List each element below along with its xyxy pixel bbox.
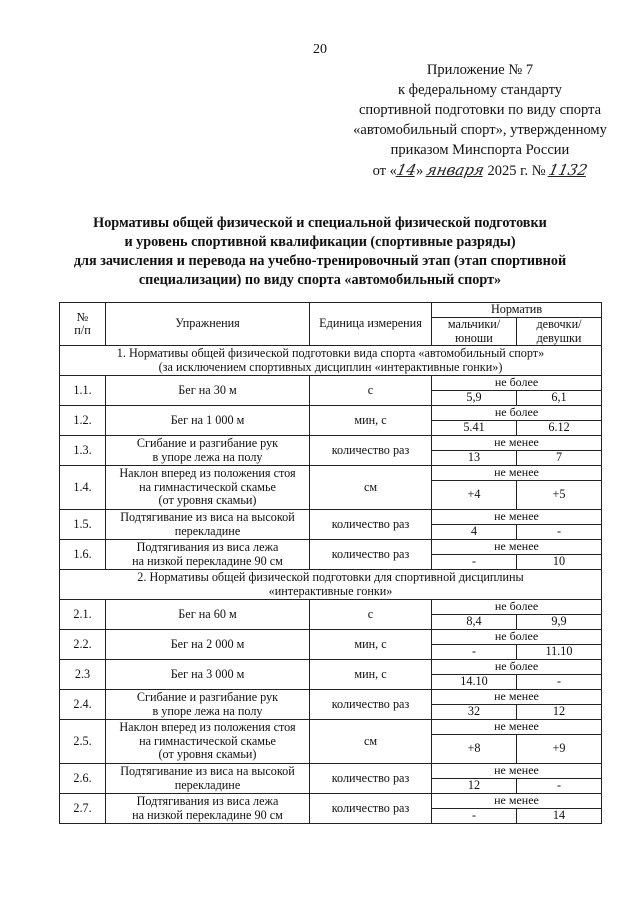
table-row: [60, 376, 602, 391]
table-row: [60, 540, 602, 555]
row-value-boys: 4: [432, 525, 517, 540]
row-value-boys: 32: [432, 705, 517, 720]
row-value-boys: 14.10: [432, 675, 517, 690]
row-qualifier: не менее: [432, 510, 602, 525]
exercise-line: на гимнастической скамье: [139, 733, 276, 748]
section-title-text: 2. Нормативы общей физической подготовки для спортивной дисциплины: [137, 570, 524, 584]
row-unit: количество раз: [310, 764, 432, 794]
exercise-line: на гимнастической скамье: [139, 479, 276, 494]
row-unit: количество раз: [310, 510, 432, 540]
row-value-boys: 5.41: [432, 421, 517, 436]
table-row: [60, 600, 602, 615]
exercise-line: в упоре лежа на полу: [152, 703, 263, 718]
header-girls-text: девочки/: [536, 317, 582, 331]
row-exercise: [106, 600, 310, 630]
row-value-boys: +4: [432, 481, 517, 510]
appendix-line: спортивной подготовки по виду спорта: [358, 102, 602, 118]
table-row: [60, 406, 602, 421]
header-num-text: п/п: [74, 323, 91, 337]
exercise-line: Бег на 1 000 м: [170, 412, 245, 427]
exercise-line: Бег на 2 000 м: [170, 636, 245, 651]
section-title-text: 1. Нормативы общей физической подготовки вида спорта «автомобильный спорт»: [116, 346, 545, 360]
row-value-girls: 11.10: [517, 645, 602, 660]
appendix-line: к федеральному стандарту: [398, 82, 562, 98]
document-title: [30, 214, 610, 290]
row-value-girls: -: [517, 779, 602, 794]
row-value-girls: 14: [517, 809, 602, 824]
date-prefix: от «: [372, 163, 397, 179]
exercise-line: Бег на 30 м: [178, 382, 237, 397]
section-title: [60, 570, 602, 600]
row-value-girls: +5: [517, 481, 602, 510]
page-number: 20: [313, 42, 327, 57]
row-value-girls: 12: [517, 705, 602, 720]
title-line: для зачисления и перевода на учебно-тренировочный этап (этап спортивной: [73, 253, 567, 269]
title-line: специализации) по виду спорта «автомобильный спорт»: [138, 272, 502, 288]
row-value-girls: +9: [517, 735, 602, 764]
row-exercise: [106, 794, 310, 824]
table-row: [60, 764, 602, 779]
header-girls: [517, 318, 602, 346]
row-exercise: [106, 466, 310, 510]
appendix-line: «автомобильный спорт», утвержденному: [353, 122, 607, 138]
norms-table: [59, 302, 602, 824]
header-boys-text: юноши: [455, 330, 493, 345]
row-exercise: [106, 630, 310, 660]
exercise-line: Наклон вперед из положения стоя: [119, 466, 296, 481]
row-qualifier: не менее: [432, 794, 602, 809]
row-value-girls: 6,1: [517, 391, 602, 406]
table-row: [60, 630, 602, 645]
row-value-girls: -: [517, 675, 602, 690]
section-title-text: (за исключением спортивных дисциплин «интерактивные гонки»): [158, 359, 503, 374]
section-title: [60, 346, 602, 376]
row-number: 1.4.: [60, 466, 106, 510]
exercise-line: на низкой перекладине 90 см: [132, 807, 283, 822]
header-num: [60, 303, 106, 346]
row-value-girls: -: [517, 525, 602, 540]
row-value-girls: 9,9: [517, 615, 602, 630]
row-number: 2.1.: [60, 600, 106, 630]
table-row: [60, 690, 602, 705]
exercise-line: Сгибание и разгибание рук: [136, 690, 279, 704]
row-number: 1.3.: [60, 436, 106, 466]
exercise-line: (от уровня скамьи): [158, 493, 257, 508]
row-value-boys: 8,4: [432, 615, 517, 630]
row-number: 1.6.: [60, 540, 106, 570]
exercise-line: перекладине: [174, 523, 241, 538]
row-unit: мин, с: [310, 660, 432, 690]
row-value-boys: -: [432, 645, 517, 660]
row-qualifier: не менее: [432, 764, 602, 779]
date-day-handwritten: 14: [394, 161, 418, 179]
exercise-line: Сгибание и разгибание рук: [136, 436, 279, 450]
row-unit: с: [310, 376, 432, 406]
date-year: 2025 г. №: [487, 163, 546, 179]
row-exercise: [106, 510, 310, 540]
row-exercise: [106, 660, 310, 690]
title-line: и уровень спортивной квалификации (спортивные разряды): [124, 234, 516, 250]
row-number: 2.5.: [60, 720, 106, 764]
exercise-line: Бег на 60 м: [178, 606, 237, 621]
exercise-line: Подтягивание из виса на высокой: [120, 510, 295, 524]
appendix-line: приказом Минспорта России: [390, 142, 570, 158]
header-girls-text: девушки: [536, 330, 582, 345]
row-number: 2.6.: [60, 764, 106, 794]
exercise-line: на низкой перекладине 90 см: [132, 553, 283, 568]
row-qualifier: не более: [432, 406, 602, 421]
header-boys-text: мальчики/: [447, 317, 501, 331]
table-row: [60, 660, 602, 675]
section-title-text: «интерактивные гонки»: [268, 583, 393, 598]
row-number: 1.1.: [60, 376, 106, 406]
order-number-handwritten: 1132: [547, 161, 590, 179]
exercise-line: Подтягивания из виса лежа: [136, 540, 279, 554]
table-row: [60, 794, 602, 809]
row-exercise: [106, 436, 310, 466]
exercise-line: Наклон вперед из положения стоя: [119, 720, 296, 735]
row-number: 1.5.: [60, 510, 106, 540]
row-unit: количество раз: [310, 540, 432, 570]
row-unit: см: [310, 720, 432, 764]
row-unit: количество раз: [310, 794, 432, 824]
row-value-boys: -: [432, 809, 517, 824]
section-row: [60, 346, 602, 376]
row-value-boys: -: [432, 555, 517, 570]
header-boys: [432, 318, 517, 346]
row-value-boys: 12: [432, 779, 517, 794]
row-qualifier: не более: [432, 630, 602, 645]
row-value-boys: 5,9: [432, 391, 517, 406]
row-value-girls: 6.12: [517, 421, 602, 436]
appendix-date-line: [330, 160, 630, 181]
row-value-girls: 10: [517, 555, 602, 570]
exercise-line: Подтягивание из виса на высокой: [120, 764, 295, 778]
section-row: [60, 570, 602, 600]
row-unit: мин, с: [310, 630, 432, 660]
table-row: [60, 436, 602, 451]
row-number: 2.4.: [60, 690, 106, 720]
exercise-line: Бег на 3 000 м: [170, 666, 245, 681]
row-value-girls: 7: [517, 451, 602, 466]
row-unit: мин, с: [310, 406, 432, 436]
row-number: 2.3: [60, 660, 106, 690]
appendix-header: [330, 60, 630, 181]
header-norm: Норматив: [432, 303, 602, 318]
row-value-boys: +8: [432, 735, 517, 764]
exercise-line: (от уровня скамьи): [158, 747, 257, 762]
row-exercise: [106, 376, 310, 406]
row-qualifier: не более: [432, 376, 602, 391]
row-unit: см: [310, 466, 432, 510]
exercise-line: в упоре лежа на полу: [152, 449, 263, 464]
row-value-boys: 13: [432, 451, 517, 466]
header-exercise: Упражнения: [106, 303, 310, 346]
row-exercise: [106, 540, 310, 570]
row-unit: количество раз: [310, 690, 432, 720]
row-number: 2.2.: [60, 630, 106, 660]
exercise-line: перекладине: [174, 777, 241, 792]
row-qualifier: не более: [432, 600, 602, 615]
row-unit: количество раз: [310, 436, 432, 466]
row-qualifier: не менее: [432, 540, 602, 555]
table-row: [60, 510, 602, 525]
row-qualifier: не менее: [432, 466, 602, 481]
header-unit: Единица измерения: [310, 303, 432, 346]
row-number: 1.2.: [60, 406, 106, 436]
date-month-handwritten: января: [424, 161, 486, 179]
row-unit: с: [310, 600, 432, 630]
row-exercise: [106, 720, 310, 764]
row-exercise: [106, 690, 310, 720]
row-number: 2.7.: [60, 794, 106, 824]
row-exercise: [106, 764, 310, 794]
table-row: [60, 720, 602, 735]
row-qualifier: не менее: [432, 720, 602, 735]
row-qualifier: не менее: [432, 436, 602, 451]
row-qualifier: не менее: [432, 690, 602, 705]
row-qualifier: не более: [432, 660, 602, 675]
exercise-line: Подтягивания из виса лежа: [136, 794, 279, 808]
table-row: [60, 466, 602, 481]
title-line: Нормативы общей физической и специальной физической подготовки: [93, 215, 547, 231]
row-exercise: [106, 406, 310, 436]
norms-table-body: [60, 346, 602, 824]
header-num-text: №: [76, 309, 89, 324]
appendix-title: Приложение № 7: [426, 62, 534, 78]
date-mid: »: [416, 163, 424, 179]
